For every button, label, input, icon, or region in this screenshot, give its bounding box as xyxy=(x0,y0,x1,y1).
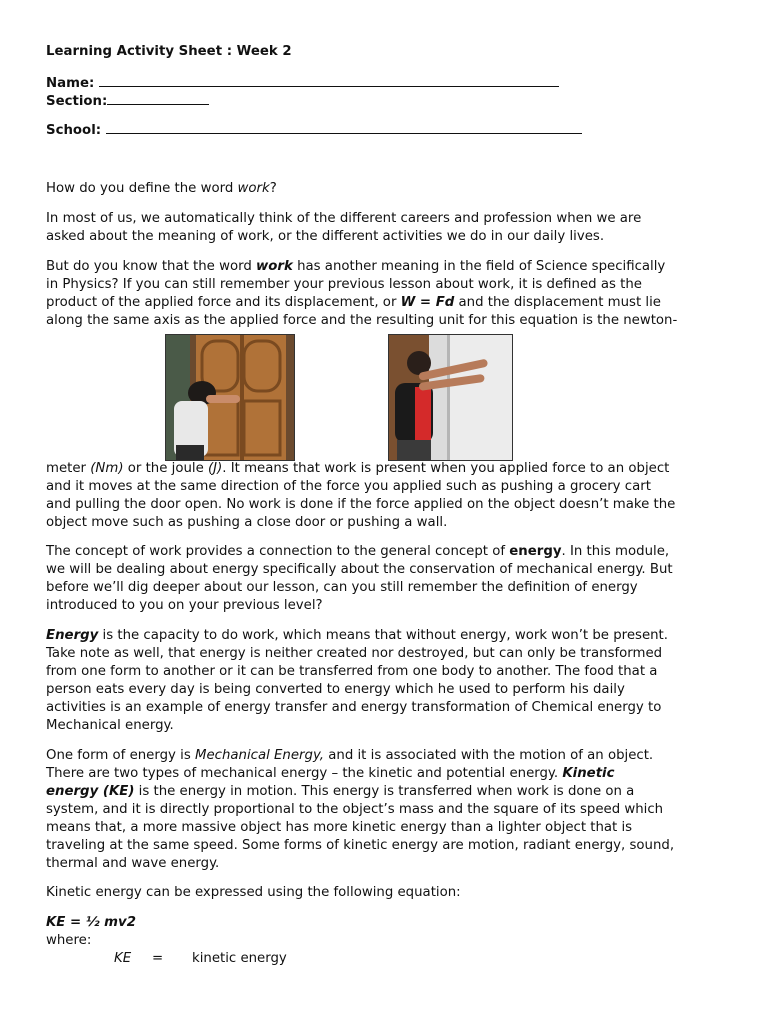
school-field xyxy=(46,119,582,140)
school-blank[interactable] xyxy=(106,119,582,134)
sheet-title: Learning Activity Sheet : Week 2 xyxy=(46,44,292,59)
school-label: School: xyxy=(46,123,102,138)
where-label: where: xyxy=(46,933,92,948)
paragraph-line: from one form to another or it can be transferred from one body to another. The food that a xyxy=(46,664,658,679)
definition-equals: = xyxy=(152,951,164,966)
girl-pushing-door-photo xyxy=(165,334,295,461)
text-run: . It means that work is present when you applied force to an object xyxy=(222,461,670,476)
text-run: and it is associated with the motion of an object. xyxy=(324,748,654,763)
text-run: Mechanical Energy, xyxy=(194,748,325,763)
boy-pushing-wall-photo xyxy=(388,334,513,461)
text-run: The concept of work provides a connection to the general concept of xyxy=(46,544,510,559)
text-run: (Nm) xyxy=(90,461,124,476)
text-run: There are two types of mechanical energy – the kinetic and potential energy. xyxy=(46,766,563,781)
paragraph-line: Take note as well, that energy is neither created nor destroyed, but can only be transformed xyxy=(46,646,663,661)
paragraph-line: and it moves at the same direction of the force you applied such as pushing a grocery cart xyxy=(46,479,651,494)
definition-text: kinetic energy xyxy=(192,951,287,966)
paragraph-line: and pulling the door open. No work is done if the force applied on the object doesn’t make the xyxy=(46,497,676,512)
definition-row xyxy=(46,950,346,968)
paragraph-line: introduced to you on your previous level? xyxy=(46,598,323,613)
paragraph-line xyxy=(46,543,669,561)
name-blank[interactable] xyxy=(99,72,559,87)
paragraph-line: activities is an example of energy transfer and energy transformation of Chemical energy to xyxy=(46,700,662,715)
paragraph-line xyxy=(46,460,669,478)
text-run: Kinetic xyxy=(562,766,615,781)
wall-illustration xyxy=(389,335,512,460)
text-run: and the displacement must lie xyxy=(454,295,661,310)
text-run: Energy xyxy=(46,628,99,643)
text-run: is the energy in motion. This energy is transferred when work is done on a xyxy=(134,784,635,799)
text-run: is the capacity to do work, which means that without energy, work won’t be present. xyxy=(98,628,668,643)
section-blank[interactable] xyxy=(107,90,209,105)
text-run: How do you define the word xyxy=(46,181,238,196)
text-run: W = Fd xyxy=(400,295,455,310)
text-run: energy (KE) xyxy=(46,784,135,799)
paragraph-line: Mechanical energy. xyxy=(46,718,174,733)
text-run: energy xyxy=(509,544,562,559)
text-run: product of the applied force and its displacement, or xyxy=(46,295,401,310)
paragraph-line xyxy=(46,765,615,783)
paragraph-line: before we’ll dig deeper about our lesson, can you still remember the definition of energy xyxy=(46,580,638,595)
paragraph-line: In most of us, we automatically think of the different careers and profession when we are xyxy=(46,211,642,226)
paragraph-line xyxy=(46,294,661,312)
text-run: One form of energy is xyxy=(46,748,195,763)
text-run: (J) xyxy=(207,461,223,476)
ke-formula: KE = ½ mv2 xyxy=(46,915,136,930)
paragraph-line: asked about the meaning of work, or the different activities we do in our daily lives. xyxy=(46,229,605,244)
text-run: has another meaning in the field of Science specifically xyxy=(292,259,666,274)
door-illustration xyxy=(166,335,294,460)
paragraph-line: we will be dealing about energy specifically about the conservation of mechanical energy. But xyxy=(46,562,673,577)
paragraph-line: in Physics? If you can still remember your previous lesson about work, it is defined as the xyxy=(46,277,642,292)
paragraph-line xyxy=(46,783,634,801)
section-field xyxy=(46,90,209,111)
definition-symbol: KE xyxy=(114,951,132,966)
paragraph-line: thermal and wave energy. xyxy=(46,856,220,871)
paragraph-line: traveling at the same speed. Some forms of kinetic energy are motion, radiant energy, sound, xyxy=(46,838,675,853)
paragraph-line: along the same axis as the applied force and the resulting unit for this equation is the newton- xyxy=(46,313,678,328)
paragraph-line xyxy=(46,258,665,276)
text-run: . In this module, xyxy=(561,544,670,559)
name-label: Name: xyxy=(46,76,95,91)
text-run: meter xyxy=(46,461,91,476)
text-run: work xyxy=(256,259,293,274)
section-label: Section: xyxy=(46,94,108,109)
text-run: ? xyxy=(269,181,277,196)
paragraph-line xyxy=(46,627,668,645)
paragraph-line: person eats every day is being converted to energy which he used to perform his daily xyxy=(46,682,625,697)
paragraph-line: Kinetic energy can be expressed using the following equation: xyxy=(46,885,461,900)
text-run: or the joule xyxy=(123,461,208,476)
paragraph-line: system, and it is directly proportional to the object’s mass and the square of its speed which xyxy=(46,802,664,817)
paragraph-line xyxy=(46,747,653,765)
text-run: But do you know that the word xyxy=(46,259,257,274)
paragraph-line: object move such as pushing a close door or pushing a wall. xyxy=(46,515,448,530)
text-run: work xyxy=(237,181,270,196)
question-line xyxy=(46,180,277,198)
paragraph-line: means that, a more massive object has more kinetic energy than a lighter object that is xyxy=(46,820,633,835)
